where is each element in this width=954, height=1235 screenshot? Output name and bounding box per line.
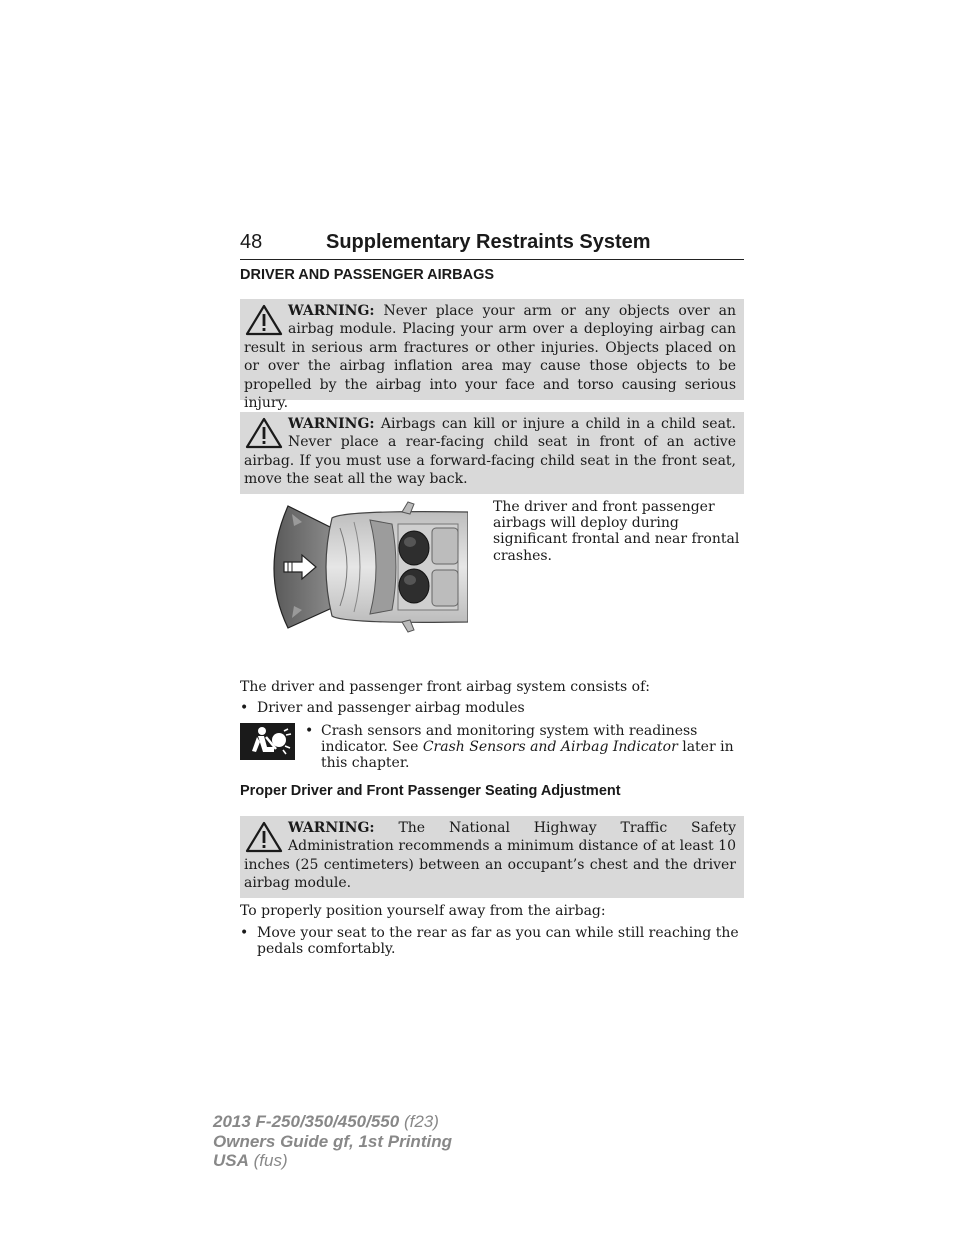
footer-model-line (213, 1112, 452, 1132)
bullet-dot: • (240, 700, 249, 716)
list-item-text: Move your seat to the rear as far as you can while still reaching the pedals comfortably. (257, 925, 739, 958)
list-item (305, 723, 745, 772)
cross-reference: Crash Sensors and Airbag Indicator (422, 739, 678, 756)
warning-text: The National Highway Traffic Safety Administration recommends a minimum distance of at least 10 inches (25 centimeters) between an occupant’s chest and the driver airbag module. (244, 820, 736, 892)
list-item (240, 700, 744, 716)
page-title: Supplementary Restraints System (326, 231, 651, 253)
footer-region-code: (fus) (248, 1151, 288, 1170)
list-item-text-start: Crash sensors and monitoring system with readiness indicator. See (321, 723, 698, 756)
warning-triangle-icon (244, 303, 284, 337)
warning-triangle-icon (244, 820, 284, 854)
footer-model: 2013 F-250/350/450/550 (213, 1112, 400, 1131)
system-intro: The driver and passenger front airbag system consists of: (240, 679, 650, 695)
bullet-dot: • (305, 723, 314, 739)
footer-region: USA (213, 1151, 249, 1170)
page-header (240, 229, 744, 260)
airbag-warning-icon (240, 723, 295, 760)
warning-label: WARNING: (288, 303, 375, 319)
section-title: DRIVER AND PASSENGER AIRBAGS (240, 267, 495, 283)
warning-label: WARNING: (288, 416, 375, 432)
page-footer (213, 1112, 452, 1171)
page-number: 48 (240, 231, 263, 253)
warning-box-arm-objects (240, 299, 744, 412)
warning-triangle-icon (244, 416, 284, 450)
list-item-text-end: later in this chapter. (321, 739, 734, 772)
list-item-text (321, 723, 745, 772)
warning-box-nhtsa-distance (240, 816, 744, 898)
figure-caption: The driver and front passenger airbags will deploy during significant frontal and near frontal crashes. (493, 499, 740, 564)
bullet-dot: • (240, 925, 249, 941)
footer-guide: Owners Guide gf, 1st Printing (213, 1131, 452, 1151)
warning-text: Never place your arm or any objects over an airbag module. Placing your arm over a deploying airbag can result in serious arm fractures or other injuries. Objects placed on or over the airbag inflation area may cause those objects to be propelled by the airbag into your face and torso causing serious injury. (244, 303, 736, 412)
vehicle-top-view-airbag-illustration (262, 500, 468, 634)
warning-box-child-seat (240, 412, 744, 494)
warning-text: Airbags can kill or injure a child in a child seat. Never place a rear-facing child seat in front of an active airbag. If you must use a forward-facing child seat in the front seat, move the seat all the way back. (244, 416, 736, 488)
footer-model-code: (f23) (399, 1112, 439, 1131)
position-intro: To properly position yourself away from the airbag: (240, 903, 606, 919)
list-item-text: Driver and passenger airbag modules (257, 700, 525, 716)
list-item (240, 925, 744, 957)
warning-label: WARNING: (288, 820, 375, 836)
subheading-seating-adjustment: Proper Driver and Front Passenger Seating Adjustment (240, 783, 621, 799)
footer-region-line (213, 1151, 452, 1171)
